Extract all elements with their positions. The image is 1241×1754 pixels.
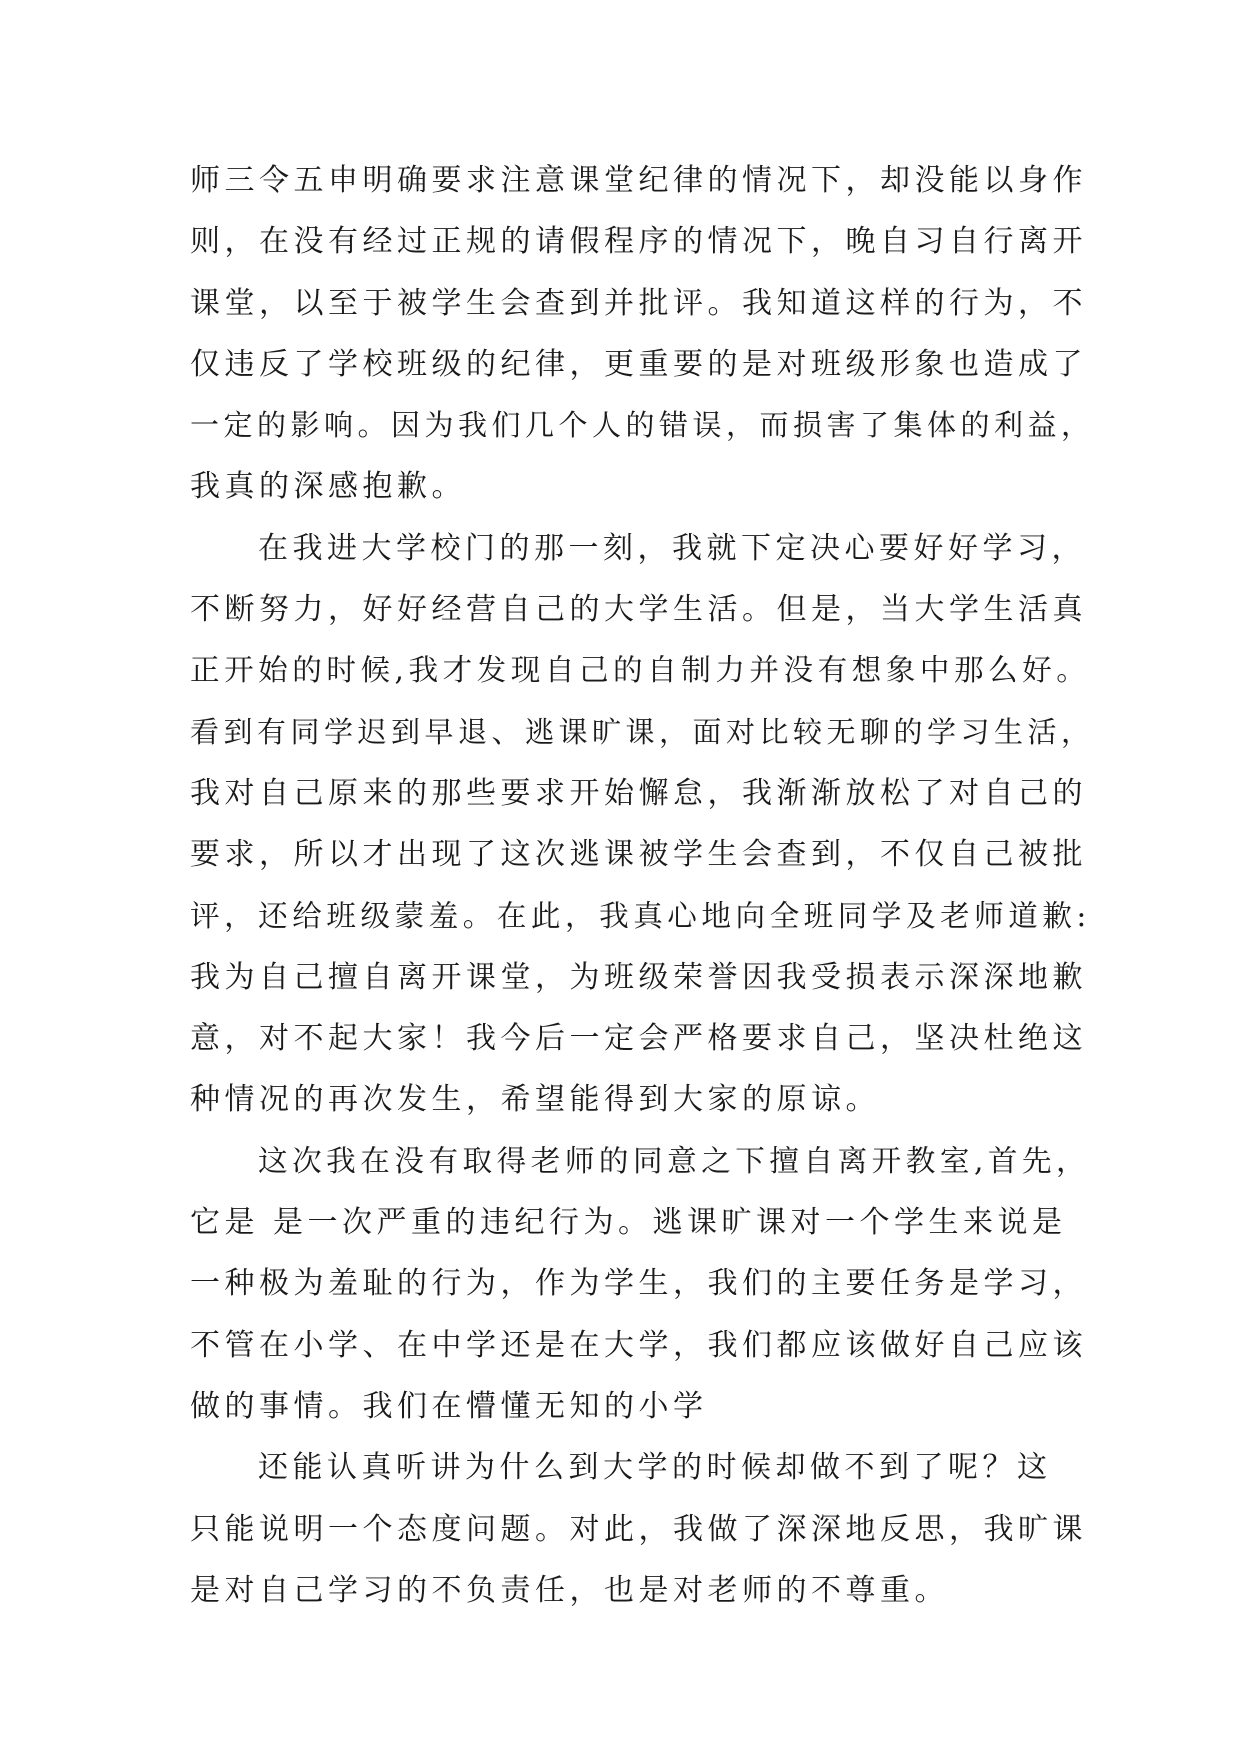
paragraph-first-line: 在我进大学校门的那一刻，我就下定决心要好好学习，: [258, 530, 1086, 566]
text-line: 我对自己原来的那些要求开始懈怠，我渐渐放松了对自己的: [190, 775, 1087, 811]
text-line: 我为自己擅自离开课堂，为班级荣誉因我受损表示深深地歉: [190, 959, 1087, 995]
text-line: 看到有同学迟到早退、逃课旷课，面对比较无聊的学习生活，: [190, 714, 1095, 749]
text-line: 做的事情。我们在懵懂无知的小学: [190, 1388, 708, 1424]
text-line: 一种极为羞耻的行为，作为学生，我们的主要任务是学习，: [190, 1266, 1087, 1302]
text-line: 一定的影响。因为我们几个人的错误，而损害了集体的利益，: [190, 408, 1095, 443]
text-line: 不断努力，好好经营自己的大学生活。但是，当大学生活真: [190, 592, 1087, 628]
text-line: 不管在小学、在中学还是在大学，我们都应该做好自己应该: [190, 1327, 1087, 1363]
text-line: 种情况的再次发生，希望能得到大家的原谅。: [190, 1082, 880, 1118]
text-line: 仅违反了学校班级的纪律，更重要的是对班级形象也造成了: [190, 346, 1087, 382]
text-line: 评，还给班级蒙羞。在此，我真心地向全班同学及老师道歉:: [190, 898, 1091, 933]
text-line: 则，在没有经过正规的请假程序的情况下，晚自习自行离开: [190, 224, 1087, 260]
text-line: 它是 是一次严重的违纪行为。逃课旷课对一个学生来说是: [190, 1205, 1067, 1241]
text-line: 正开始的时候,我才发现自己的自制力并没有想象中那么好。: [190, 653, 1091, 688]
text-line: 要求，所以才出现了这次逃课被学生会查到，不仅自己被批: [190, 837, 1087, 873]
paragraph-first-line: 这次我在没有取得老师的同意之下擅自离开教室,首先，: [258, 1143, 1091, 1178]
body-text: [190, 150, 1095, 1621]
text-line: 师三令五申明确要求注意课堂纪律的情况下，却没能以身作: [190, 163, 1087, 198]
text-line: 是对自己学习的不负责任，也是对老师的不尊重。: [190, 1572, 949, 1608]
paragraph-first-line: 还能认真听讲为什么到大学的时候却做不到了呢？这: [258, 1450, 1052, 1486]
text-line: 我真的深感抱歉。: [190, 469, 466, 505]
text-line: 意，对不起大家！我今后一定会严格要求自己，坚决杜绝这: [190, 1021, 1087, 1057]
text-line: 课堂，以至于被学生会查到并批评。我知道这样的行为，不: [190, 285, 1087, 321]
text-line: 只能说明一个态度问题。对此，我做了深深地反思，我旷课: [190, 1511, 1087, 1547]
